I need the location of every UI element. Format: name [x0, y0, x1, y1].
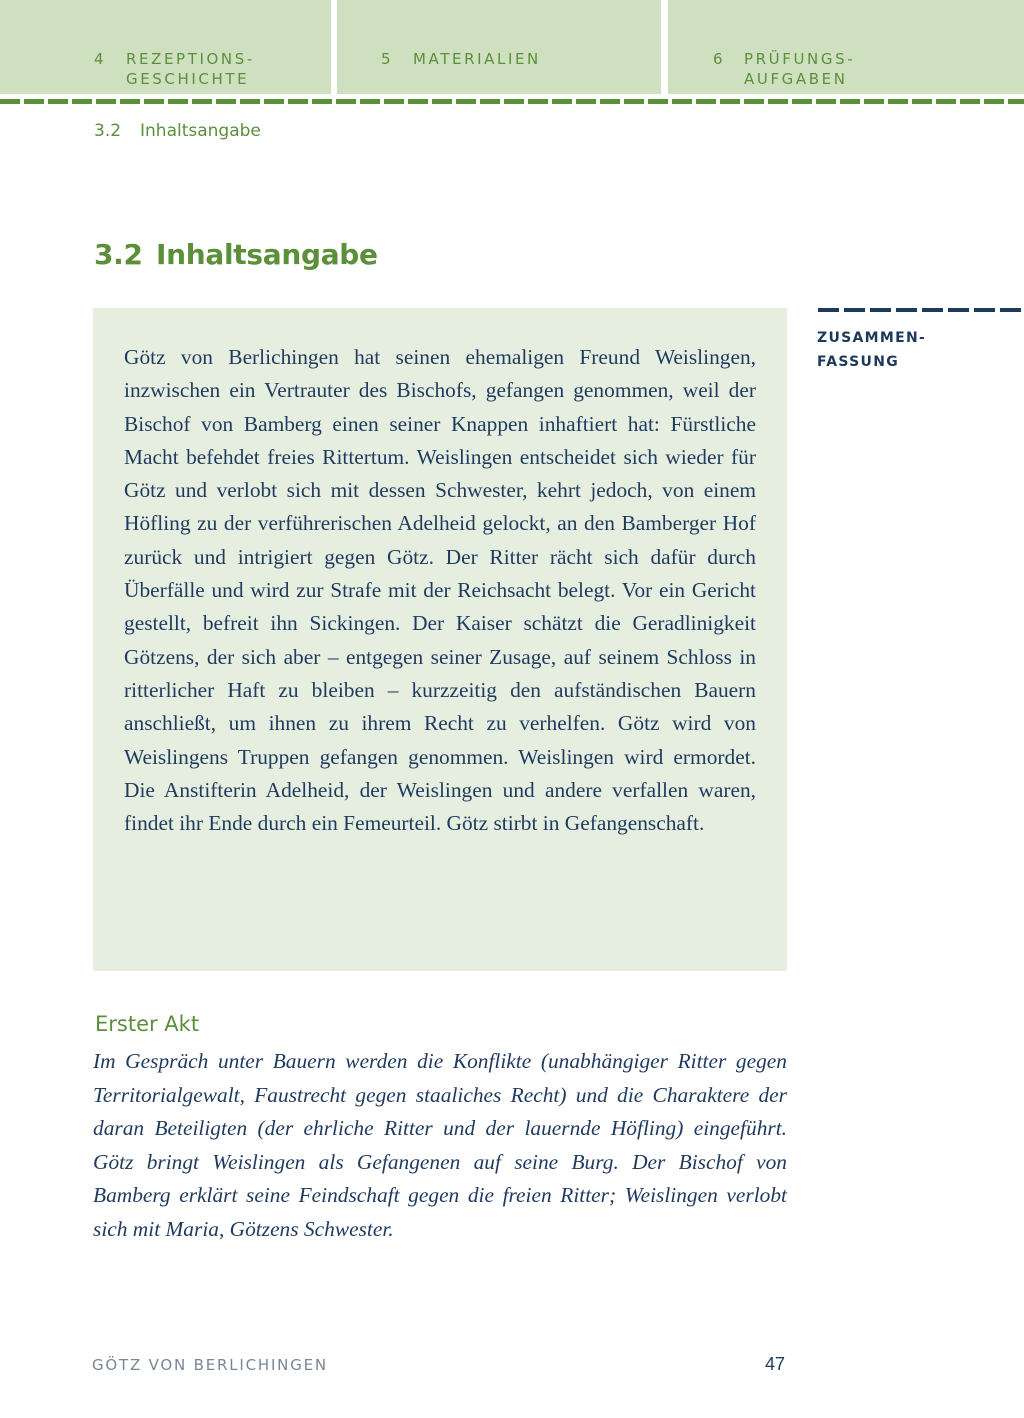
chapter-navigation: [0, 0, 1024, 96]
tab-label-line1: REZEPTIONS-: [126, 50, 255, 68]
section-title: Inhaltsangabe: [156, 238, 378, 271]
running-head-title: Inhaltsangabe: [140, 121, 261, 141]
dashed-divider: [0, 99, 1024, 104]
tab-number: 5: [381, 50, 394, 68]
page-number: 47: [765, 1354, 786, 1374]
margin-note-line2: FASSUNG: [817, 354, 900, 370]
margin-note: [817, 326, 926, 374]
tab-number: 4: [94, 50, 107, 68]
tab-label: [744, 49, 944, 89]
act-heading: Erster Akt: [95, 1012, 200, 1036]
tab-number: 6: [713, 50, 726, 68]
margin-note-line1: ZUSAMMEN-: [817, 330, 927, 346]
tab-materialien[interactable]: [337, 0, 661, 94]
tab-label-line1: PRÜFUNGS-: [744, 50, 856, 68]
section-number: 3.2: [94, 238, 143, 271]
summary-box: [93, 308, 787, 971]
tab-label: MATERIALIEN: [413, 50, 541, 68]
page-title: [94, 238, 378, 271]
summary-text: Götz von Berlichingen hat seinen ehemaligen Freund Weislingen, inzwischen ein Vertrauter des Bischofs, gefangen genommen, weil der Bischof von Bamberg einen seiner Knappen inhaftiert hat: Fürstliche Macht befehdet freies Rittertum. Weislingen entscheidet sich wieder für Götz und verlobt sich mit dessen Schwester, kehrt jedoch, von einem Höfling zu der verführerischen Adelheid gelockt, an den Bamberger Hof zurück und intrigiert gegen Götz. Der Ritter rächt sich dafür durch Überfälle und wird zur Strafe mit der Reichsacht belegt. Vor ein Gericht gestellt, befreit ihn Sickingen. Der Kaiser schätzt die Geradlinigkeit Götzens, der sich aber – entgegen seiner Zusage, auf seinem Schloss in ritterlicher Haft zu bleiben – kurzzeitig den aufständischen Bauern anschließt, um ihnen zu ihrem Recht zu verhelfen. Götz wird von Weislingens Truppen gefangen genommen. Weislingen wird ermordet. Die Anstifterin Adelheid, der Weislingen und andere verfallen waren, findet ihr Ende durch ein Femeurteil. Götz stirbt in Gefangenschaft.: [124, 345, 756, 836]
tab-rezeptionsgeschichte[interactable]: [0, 0, 331, 94]
margin-dashed-divider: [818, 308, 1024, 312]
tab-label-line2: GESCHICHTE: [126, 70, 250, 88]
running-head-number: 3.2: [94, 121, 122, 141]
running-head: [94, 121, 261, 141]
act-text: Im Gespräch unter Bauern werden die Konflikte (unabhängiger Ritter gegen Territorialgewalt, Faustrecht gegen staaliches Recht) und die Charaktere der daran Beteiligten (der ehrliche Ritter und der lauernde Höfling) eingeführt. Götz bringt Weislingen als Gefangenen auf seine Burg. Der Bischof von Bamberg erklärt seine Feindschaft gegen die freien Ritter; Weislingen verlobt sich mit Maria, Götzens Schwester.: [93, 1049, 787, 1241]
tab-pruefungsaufgaben[interactable]: [668, 0, 1024, 94]
tab-label: [126, 49, 326, 89]
footer-book-title: GÖTZ VON BERLICHINGEN: [92, 1356, 328, 1374]
tab-label-line2: AUFGABEN: [744, 70, 848, 88]
